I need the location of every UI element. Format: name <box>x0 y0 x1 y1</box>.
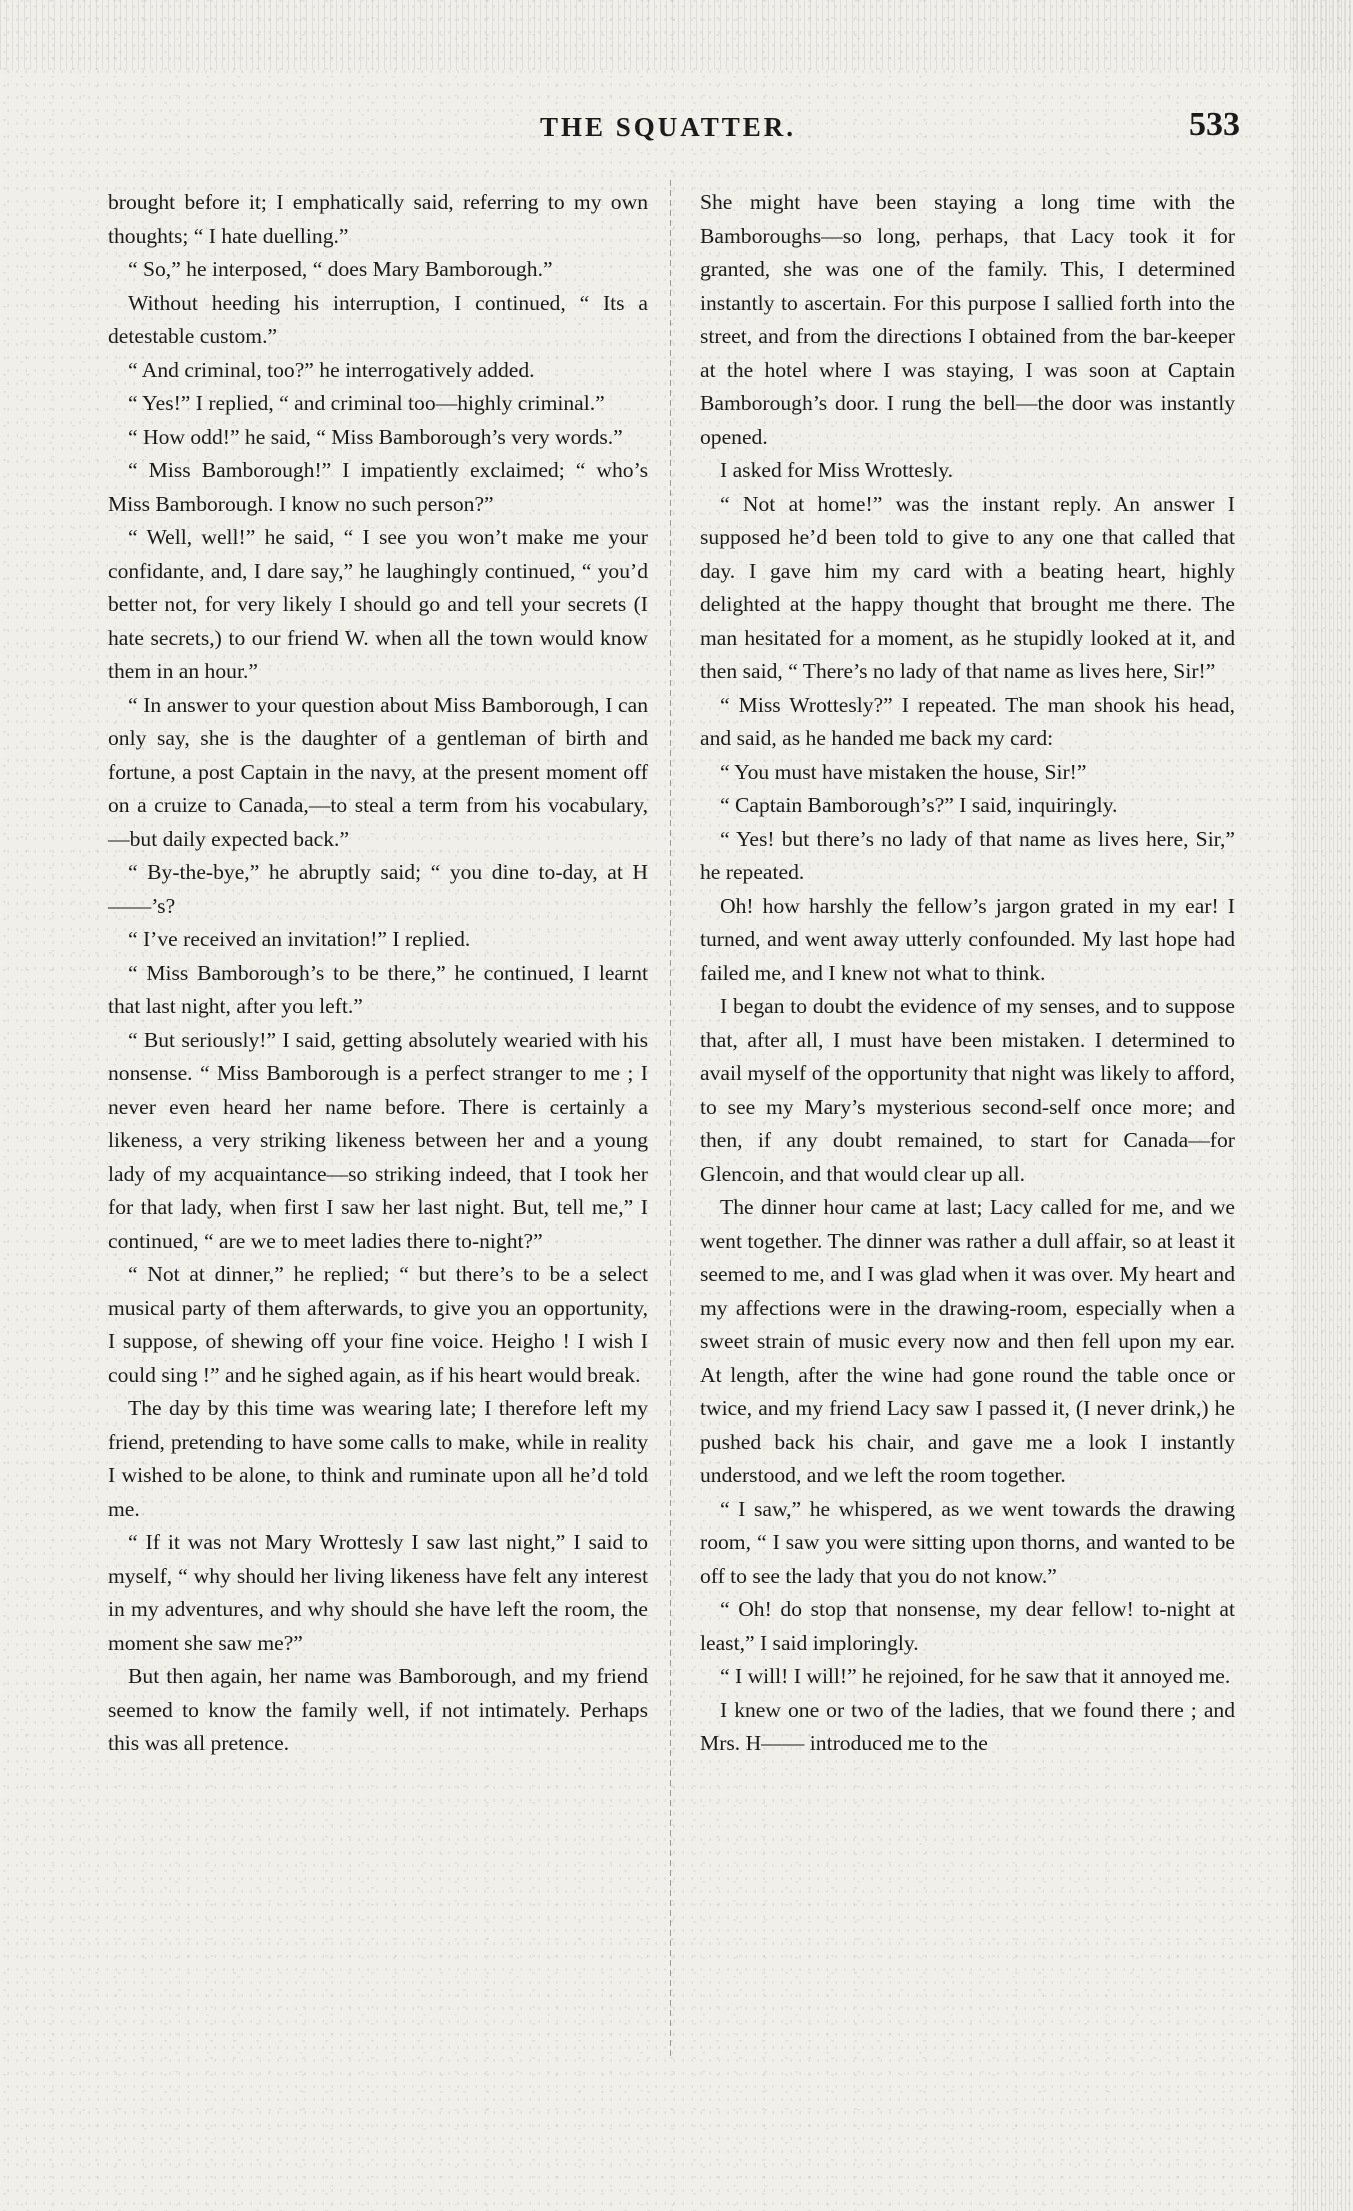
paragraph: “ Miss Bamborough!” I impatiently exclaimed; “ who’s Miss Bamborough. I know no such person?” <box>108 458 648 516</box>
paragraph: “ So,” he interposed, “ does Mary Bamborough.” <box>128 257 553 281</box>
paragraph: She might have been staying a long time with the Bamboroughs—so long, perhaps, that Lacy took it for granted, she was one of the family. This, I determined instantly to ascertain. For this purpose I sallied forth into the street, and from the directions I obtained from the bar-keeper at the hotel where I was staying, I was soon at Captain Bamborough’s door. I rung the bell—the door was instantly opened. <box>700 190 1235 449</box>
paragraph: “ Yes!” I replied, “ and criminal too—highly criminal.” <box>128 391 605 415</box>
page-header <box>110 108 1240 148</box>
paragraph: “ By-the-bye,” he abruptly said; “ you dine to-day, at H——’s? <box>108 860 648 918</box>
paragraph: “ Not at home!” was the instant reply. An answer I supposed he’d been told to give to any one that called that day. I gave him my card with a beating heart, highly delighted at the happy thought that brought me there. The man hesitated for a moment, as he stupidly looked at it, and then said, “ There’s no lady of that name as lives here, Sir!” <box>700 491 1235 683</box>
paragraph: Oh! how harshly the fellow’s jargon grated in my ear! I turned, and went away utterly confounded. My last hope had failed me, and I knew not what to think. <box>700 893 1235 985</box>
paragraph: “ Miss Wrottesly?” I repeated. The man shook his head, and said, as he handed me back my card: <box>700 692 1235 750</box>
paragraph: “ In answer to your question about Miss Bamborough, I can only say, she is the daughter of a gentleman of birth and fortune, a post Captain in the navy, at the present moment off on a cruize to Canada,—to steal a term from his vocabulary,—but daily expected back.” <box>108 692 648 851</box>
paragraph: “ How odd!” he said, “ Miss Bamborough’s very words.” <box>128 424 623 449</box>
paragraph: “ Miss Bamborough’s to be there,” he continued, I learnt that last night, after you left.” <box>108 960 648 1018</box>
paragraph: “ Captain Bamborough’s?” I said, inquiringly. <box>720 793 1118 817</box>
paragraph: I began to doubt the evidence of my senses, and to suppose that, after all, I must have been mistaken. I determined to avail myself of the opportunity that night was likely to afford, to see my Mary’s mysterious second-self once more; and then, if any doubt remained, to start for Canada—for Glencoin, and that would clear up all. <box>700 994 1235 1186</box>
paragraph: I knew one or two of the ladies, that we found there ; and Mrs. H—— introduced me to the <box>700 1697 1235 1755</box>
scan-edge-right <box>1293 0 1353 2211</box>
paragraph: “ Yes! but there’s no lady of that name as lives here, Sir,” he repeated. <box>700 826 1235 884</box>
paragraph: “ Well, well!” he said, “ I see you won’t make me your confidante, and, I dare say,” he laughingly continued, “ you’d better not, for very likely I should go and tell your secrets (I hate secrets,) to our friend W. when all the town would know them in an hour.” <box>108 525 648 683</box>
paragraph: I asked for Miss Wrottesly. <box>720 458 954 482</box>
page-number: 533 <box>1189 106 1240 143</box>
paragraph: “ You must have mistaken the house, Sir!” <box>720 759 1087 784</box>
paragraph: “ And criminal, too?” he interrogatively added. <box>128 357 535 382</box>
paragraph: brought before it; I emphatically said, referring to my own thoughts; “ I hate duelling.” <box>108 190 648 248</box>
paragraph: “ If it was not Mary Wrottesly I saw last night,” I said to myself, “ why should her living likeness have felt any interest in my adventures, and why should she have left the room, the moment she saw me?” <box>108 1530 648 1655</box>
column-divider <box>670 180 671 2060</box>
paragraph: “ I’ve received an invitation!” I replied. <box>128 927 471 951</box>
paragraph: “ But seriously!” I said, getting absolutely wearied with his nonsense. “ Miss Bamborough is a perfect stranger to me ; I never even heard her name before. There is certainly a likeness, a very striking likeness between her and a young lady of my acquaintance—so striking indeed, that I took her for that lady, when first I saw her last night. But, tell me,” I continued, “ are we to meet ladies there to-night?” <box>108 1027 648 1253</box>
paragraph: “ Not at dinner,” he replied; “ but there’s to be a select musical party of them afterwards, to give you an opportunity, I suppose, of shewing off your fine voice. Heigho ! I wish I could sing !” and he sighed again, as if his heart would break. <box>108 1262 648 1387</box>
paragraph: “ Oh! do stop that nonsense, my dear fellow! to-night at least,” I said imploringly. <box>700 1597 1235 1655</box>
paragraph: “ I will! I will!” he rejoined, for he saw that it annoyed me. <box>720 1664 1231 1688</box>
paragraph: The dinner hour came at last; Lacy called for me, and we went together. The dinner was rather a dull affair, so at least it seemed to me, and I was glad when it was over. My heart and my affections were in the drawing-room, especially when a sweet strain of music every now and then fell upon my ear. At length, after the wine had gone round the table once or twice, and my friend Lacy saw I passed it, (I never drink,) he pushed back his chair, and gave me a look I instantly understood, and we left the room together. <box>700 1195 1235 1487</box>
scan-edge-top <box>0 0 1353 70</box>
right-column <box>700 186 1235 1761</box>
paragraph: The day by this time was wearing late; I therefore left my friend, pretending to have some calls to make, while in reality I wished to be alone, to think and ruminate upon all he’d told me. <box>108 1396 648 1521</box>
paragraph: Without heeding his interruption, I continued, “ Its a detestable custom.” <box>108 290 648 348</box>
paragraph: “ I saw,” he whispered, as we went towards the drawing room, “ I saw you were sitting upon thorns, and wanted to be off to see the lady that you do not know.” <box>700 1496 1235 1588</box>
paragraph: But then again, her name was Bamborough, and my friend seemed to know the family well, if not intimately. Perhaps this was all pretence. <box>108 1664 648 1755</box>
running-title: THE SQUATTER. <box>540 112 797 142</box>
left-column <box>108 186 648 1761</box>
